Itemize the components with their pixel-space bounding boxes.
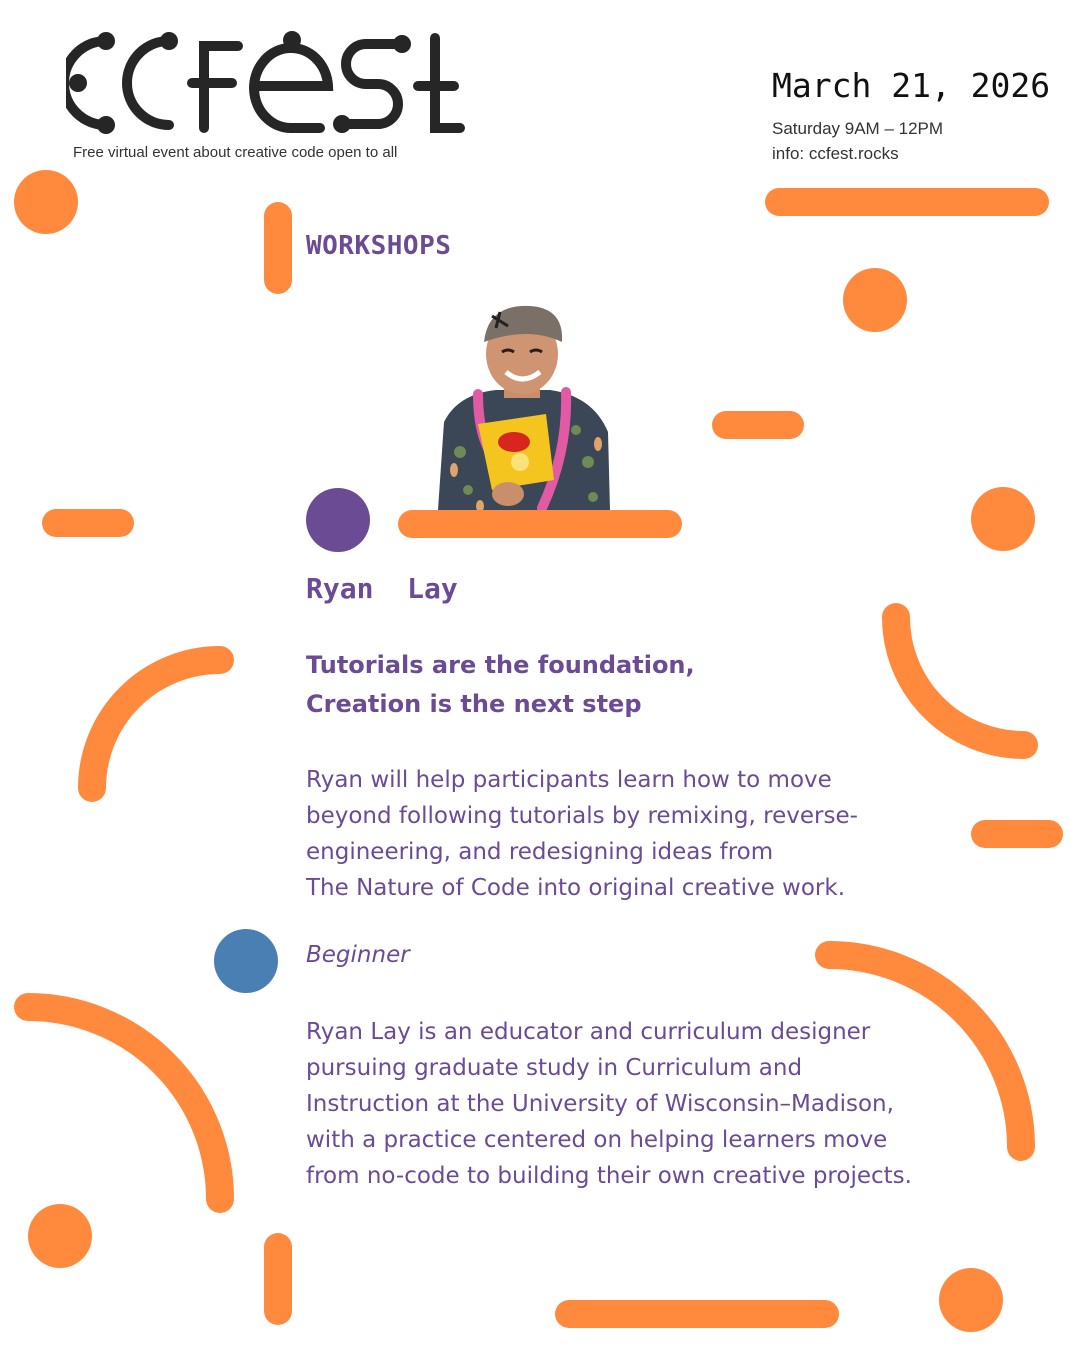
event-website: info: ccfest.rocks — [772, 144, 899, 163]
workshop-description — [306, 762, 986, 906]
bio-line: with a practice centered on helping learners move — [306, 1127, 888, 1153]
bio-line: Ryan Lay is an educator and curriculum designer — [306, 1019, 871, 1045]
bio-line: from no-code to building their own creative projects. — [306, 1163, 912, 1189]
deco-arc — [92, 660, 220, 788]
bio-line: pursuing graduate study in Curriculum and — [306, 1055, 803, 1081]
description-line: The Nature of Code into original creative work. — [306, 875, 846, 901]
ccfest-logo — [66, 24, 468, 140]
bio-line: Instruction at the University of Wisconsin–Madison, — [306, 1091, 894, 1117]
deco-circle — [971, 487, 1035, 551]
workshop-title-line: Creation is the next step — [306, 690, 642, 718]
section-label: WORKSHOPS — [306, 231, 452, 261]
description-line: engineering, and redesigning ideas from — [306, 839, 774, 865]
event-date: March 21, 2026 — [772, 66, 1051, 105]
event-schedule: Saturday 9AM – 12PM — [772, 119, 944, 138]
deco-circle — [939, 1268, 1003, 1332]
deco-circle-blue — [214, 929, 278, 993]
description-line: beyond following tutorials by remixing, reverse- — [306, 803, 858, 829]
speaker-bio — [306, 1014, 986, 1194]
logo-text: ccfest — [66, 24, 69, 25]
workshop-title-line: Tutorials are the foundation, — [306, 651, 695, 679]
tagline: Free virtual event about creative code open to all — [73, 144, 398, 161]
workshop-level: Beginner — [306, 942, 410, 968]
description-line: Ryan will help participants learn how to move — [306, 767, 832, 793]
event-info — [772, 116, 943, 166]
workshop-title — [306, 646, 695, 724]
deco-circle — [843, 268, 907, 332]
speaker-name: Ryan Lay — [306, 572, 458, 605]
deco-arc — [896, 617, 1024, 745]
deco-circle-purple — [306, 488, 370, 552]
deco-arc — [28, 1007, 220, 1199]
speaker-photo — [438, 302, 610, 510]
deco-circle — [28, 1204, 92, 1268]
deco-circle — [14, 170, 78, 234]
